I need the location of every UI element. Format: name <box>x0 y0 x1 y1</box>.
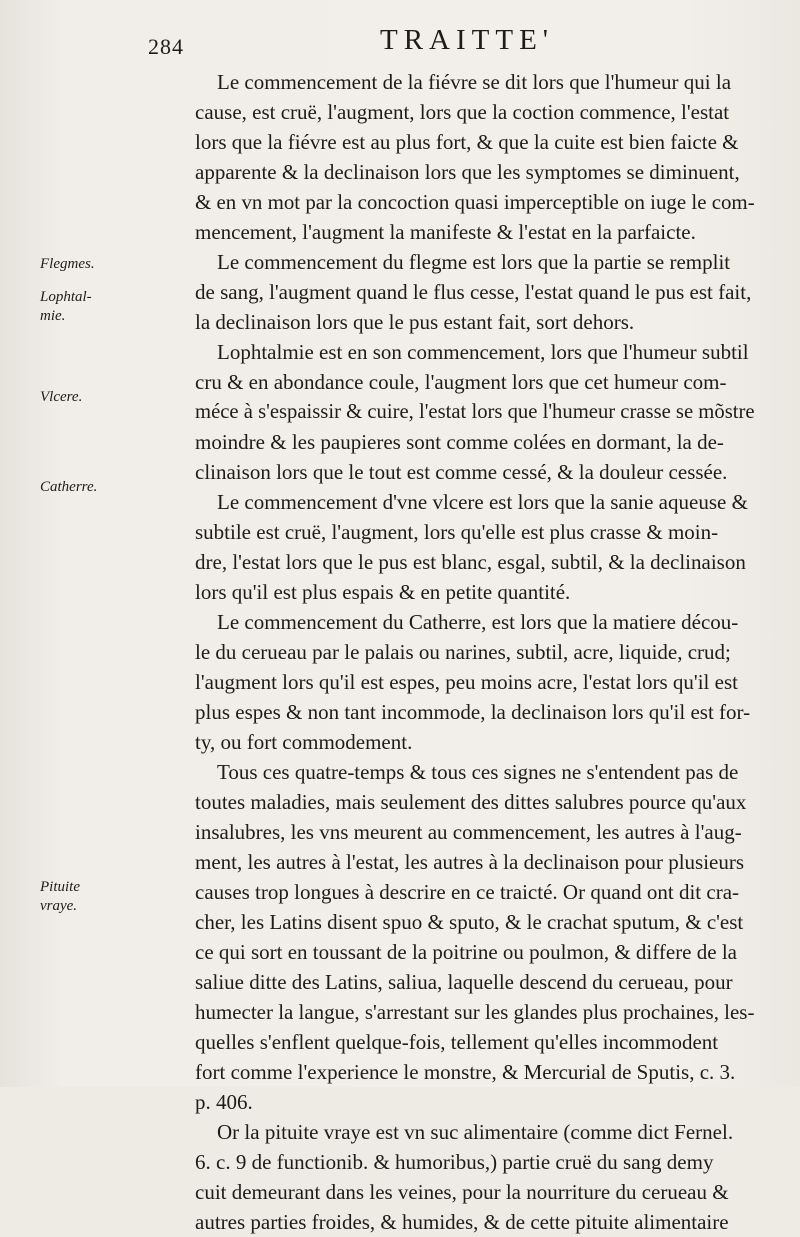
page-number: 284 <box>148 34 184 59</box>
text-line: subtile est cruë, l'augment, lors qu'elle est plus crasse & moin- <box>195 520 719 544</box>
text-line: cuit demeurant dans les veines, pour la nourriture du cerueau & <box>195 1180 729 1204</box>
text-line: 6. c. 9 de functionib. & humoribus,) partie cruë du sang demy <box>195 1150 714 1174</box>
text-line: apparente & la declinaison lors que les symptomes se diminuent, <box>195 160 740 184</box>
text-line: & en vn mot par la concoction quasi imperceptible on iuge le com- <box>195 190 755 214</box>
text-line: lors que la fiévre est au plus fort, & que la cuite est bien faicte & <box>195 130 739 154</box>
text-line: de sang, l'augment quand le flus cesse, l'estat quand le pus est fait, <box>195 280 752 304</box>
text-line: saliue ditte des Latins, saliua, laquelle descend du cerueau, pour <box>195 970 733 994</box>
margin-note: Vlcere. <box>40 389 83 405</box>
margin-note: Flegmes. <box>40 256 95 272</box>
text-line: la declinaison lors que le pus estant fait, sort dehors. <box>195 310 635 334</box>
page-header <box>148 20 748 68</box>
text-line: clinaison lors que le tout est comme cessé, & la douleur cessée. <box>195 460 728 484</box>
margin-note: Catherre. <box>40 479 98 495</box>
margin-note: Pituite vraye. <box>40 879 80 914</box>
running-title: TRAITTE' <box>380 24 555 56</box>
text-line: ce qui sort en toussant de la poitrine ou poulmon, & differe de la <box>195 940 737 964</box>
text-line: Le commencement du Catherre, est lors que la matiere décou- <box>217 610 739 634</box>
text-line: quelles s'enflent quelque-fois, tellement qu'elles incommodent <box>195 1030 719 1054</box>
text-line: cause, est cruë, l'augment, lors que la coction commence, l'estat <box>195 100 730 124</box>
text-line: autres parties froides, & humides, & de cette pituite alimentaire <box>195 1210 729 1234</box>
text-line: toutes maladies, mais seulement des dittes salubres pource qu'aux <box>195 790 747 814</box>
text-line: fort comme l'experience le monstre, & Mercurial de Sputis, c. 3. <box>195 1060 736 1084</box>
body-text <box>195 67 755 1237</box>
text-line: moindre & les paupieres sont comme colées en dormant, la de- <box>195 430 724 454</box>
text-line: humecter la langue, s'arrestant sur les glandes plus prochaines, les- <box>195 1000 755 1024</box>
text-line: plus espes & non tant incommode, la declinaison lors qu'il est for- <box>195 700 751 724</box>
text-line: Tous ces quatre-temps & tous ces signes ne s'entendent pas de <box>217 760 739 784</box>
margin-note: Lophtal- mie. <box>40 289 92 324</box>
text-line: ty, ou fort commodement. <box>195 730 413 754</box>
text-line: mencement, l'augment la manifeste & l'estat en la parfaicte. <box>195 220 696 244</box>
text-line: cru & en abondance coule, l'augment lors que cet humeur com- <box>195 370 727 394</box>
text-line: Le commencement d'vne vlcere est lors que la sanie aqueuse & <box>217 490 748 514</box>
text-line: méce à s'espaissir & cuire, l'estat lors que l'humeur crasse se mõstre <box>195 401 755 423</box>
text-line: p. 406. <box>195 1090 253 1114</box>
text-line: ment, les autres à l'estat, les autres à la declinaison pour plusieurs <box>195 850 745 874</box>
text-line: insalubres, les vns meurent au commencement, les autres à l'aug- <box>195 820 742 844</box>
text-line: causes trop longues à descrire en ce traicté. Or quand ont dit cra- <box>195 880 740 904</box>
text-line: Or la pituite vraye est vn suc alimentaire (comme dict Fernel. <box>217 1120 734 1144</box>
text-line: cher, les Latins disent spuo & sputo, & le crachat sputum, & c'est <box>195 910 744 934</box>
text-line: Le commencement de la fiévre se dit lors que l'humeur qui la <box>217 70 732 94</box>
text-line: Lophtalmie est en son commencement, lors que l'humeur subtil <box>217 340 749 364</box>
text-line: le du cerueau par le palais ou narines, subtil, acre, liquide, crud; <box>195 640 731 664</box>
text-line: dre, l'estat lors que le pus est blanc, esgal, subtil, & la declinaison <box>195 550 746 574</box>
text-line: Le commencement du flegme est lors que la partie se remplit <box>217 250 731 274</box>
text-line: l'augment lors qu'il est espes, peu moins acre, l'estat lors qu'il est <box>195 670 738 694</box>
text-line: lors qu'il est plus espais & en petite quantité. <box>195 580 571 604</box>
